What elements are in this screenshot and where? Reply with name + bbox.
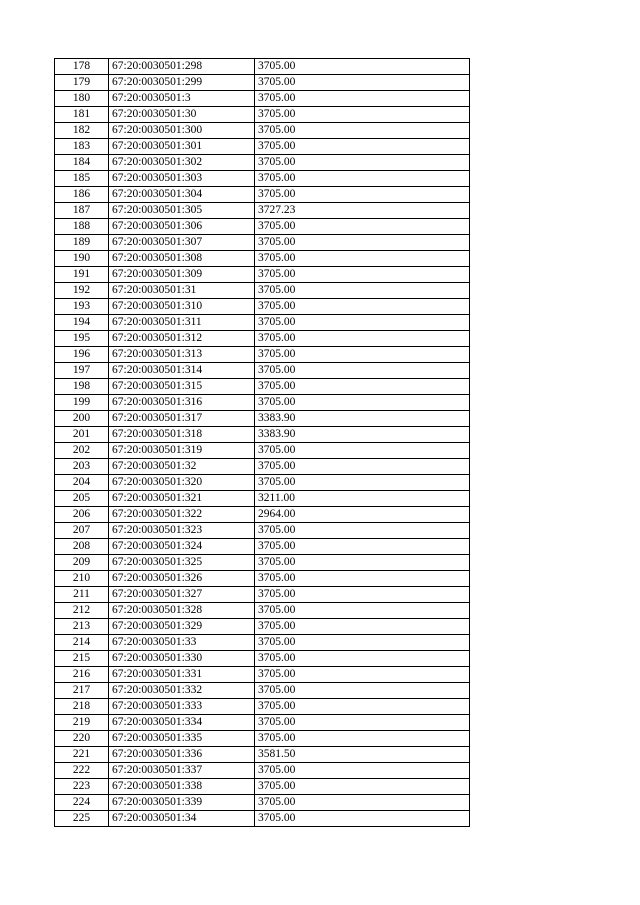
area-value-cell: 3705.00 bbox=[255, 91, 470, 107]
table-row bbox=[55, 459, 470, 475]
row-number-cell: 188 bbox=[55, 219, 109, 235]
cadastral-number-cell: 67:20:0030501:311 bbox=[109, 315, 255, 331]
area-value-cell: 3705.00 bbox=[255, 699, 470, 715]
row-number-cell: 202 bbox=[55, 443, 109, 459]
row-number-cell: 206 bbox=[55, 507, 109, 523]
row-number-cell: 189 bbox=[55, 235, 109, 251]
area-value-cell: 3705.00 bbox=[255, 443, 470, 459]
row-number-cell: 198 bbox=[55, 379, 109, 395]
table-row bbox=[55, 587, 470, 603]
table-row bbox=[55, 523, 470, 539]
area-value-cell: 3705.00 bbox=[255, 171, 470, 187]
row-number-cell: 199 bbox=[55, 395, 109, 411]
cadastral-number-cell: 67:20:0030501:335 bbox=[109, 731, 255, 747]
row-number-cell: 214 bbox=[55, 635, 109, 651]
table-row bbox=[55, 187, 470, 203]
table-row bbox=[55, 475, 470, 491]
table-row bbox=[55, 715, 470, 731]
row-number-cell: 208 bbox=[55, 539, 109, 555]
row-number-cell: 186 bbox=[55, 187, 109, 203]
cadastral-number-cell: 67:20:0030501:318 bbox=[109, 427, 255, 443]
row-number-cell: 209 bbox=[55, 555, 109, 571]
table-row bbox=[55, 763, 470, 779]
area-value-cell: 3705.00 bbox=[255, 219, 470, 235]
row-number-cell: 217 bbox=[55, 683, 109, 699]
table-row bbox=[55, 235, 470, 251]
row-number-cell: 201 bbox=[55, 427, 109, 443]
area-value-cell: 3705.00 bbox=[255, 731, 470, 747]
area-value-cell: 3705.00 bbox=[255, 107, 470, 123]
row-number-cell: 184 bbox=[55, 155, 109, 171]
area-value-cell: 3705.00 bbox=[255, 811, 470, 827]
cadastral-number-cell: 67:20:0030501:301 bbox=[109, 139, 255, 155]
area-value-cell: 3705.00 bbox=[255, 779, 470, 795]
table-row bbox=[55, 107, 470, 123]
row-number-cell: 187 bbox=[55, 203, 109, 219]
cadastral-number-cell: 67:20:0030501:306 bbox=[109, 219, 255, 235]
area-value-cell: 2964.00 bbox=[255, 507, 470, 523]
table-row bbox=[55, 667, 470, 683]
table-row bbox=[55, 635, 470, 651]
area-value-cell: 3705.00 bbox=[255, 523, 470, 539]
cadastral-number-cell: 67:20:0030501:30 bbox=[109, 107, 255, 123]
table-row bbox=[55, 731, 470, 747]
cadastral-number-cell: 67:20:0030501:333 bbox=[109, 699, 255, 715]
area-value-cell: 3705.00 bbox=[255, 555, 470, 571]
table-row bbox=[55, 571, 470, 587]
row-number-cell: 224 bbox=[55, 795, 109, 811]
area-value-cell: 3705.00 bbox=[255, 363, 470, 379]
row-number-cell: 192 bbox=[55, 283, 109, 299]
row-number-cell: 220 bbox=[55, 731, 109, 747]
table-row bbox=[55, 795, 470, 811]
area-value-cell: 3705.00 bbox=[255, 619, 470, 635]
row-number-cell: 185 bbox=[55, 171, 109, 187]
cadastral-number-cell: 67:20:0030501:312 bbox=[109, 331, 255, 347]
area-value-cell: 3705.00 bbox=[255, 459, 470, 475]
row-number-cell: 216 bbox=[55, 667, 109, 683]
area-value-cell: 3705.00 bbox=[255, 299, 470, 315]
cadastral-number-cell: 67:20:0030501:338 bbox=[109, 779, 255, 795]
cadastral-number-cell: 67:20:0030501:323 bbox=[109, 523, 255, 539]
cadastral-number-cell: 67:20:0030501:33 bbox=[109, 635, 255, 651]
area-value-cell: 3705.00 bbox=[255, 763, 470, 779]
area-value-cell: 3705.00 bbox=[255, 667, 470, 683]
cadastral-number-cell: 67:20:0030501:300 bbox=[109, 123, 255, 139]
row-number-cell: 223 bbox=[55, 779, 109, 795]
area-value-cell: 3705.00 bbox=[255, 587, 470, 603]
table-row bbox=[55, 139, 470, 155]
cadastral-number-cell: 67:20:0030501:334 bbox=[109, 715, 255, 731]
row-number-cell: 205 bbox=[55, 491, 109, 507]
table-row bbox=[55, 603, 470, 619]
cadastral-number-cell: 67:20:0030501:336 bbox=[109, 747, 255, 763]
area-value-cell: 3705.00 bbox=[255, 187, 470, 203]
table-row bbox=[55, 779, 470, 795]
area-value-cell: 3705.00 bbox=[255, 347, 470, 363]
area-value-cell: 3705.00 bbox=[255, 603, 470, 619]
table-row bbox=[55, 491, 470, 507]
row-number-cell: 221 bbox=[55, 747, 109, 763]
area-value-cell: 3727.23 bbox=[255, 203, 470, 219]
row-number-cell: 200 bbox=[55, 411, 109, 427]
table-row bbox=[55, 155, 470, 171]
table-row bbox=[55, 283, 470, 299]
cadastral-number-cell: 67:20:0030501:302 bbox=[109, 155, 255, 171]
cadastral-number-cell: 67:20:0030501:31 bbox=[109, 283, 255, 299]
cadastral-number-cell: 67:20:0030501:330 bbox=[109, 651, 255, 667]
row-number-cell: 210 bbox=[55, 571, 109, 587]
row-number-cell: 194 bbox=[55, 315, 109, 331]
table-row bbox=[55, 203, 470, 219]
row-number-cell: 182 bbox=[55, 123, 109, 139]
table-row bbox=[55, 171, 470, 187]
table-row bbox=[55, 91, 470, 107]
cadastral-number-cell: 67:20:0030501:317 bbox=[109, 411, 255, 427]
cadastral-number-cell: 67:20:0030501:331 bbox=[109, 667, 255, 683]
parcel-table bbox=[54, 58, 470, 827]
cadastral-number-cell: 67:20:0030501:307 bbox=[109, 235, 255, 251]
cadastral-number-cell: 67:20:0030501:309 bbox=[109, 267, 255, 283]
cadastral-number-cell: 67:20:0030501:326 bbox=[109, 571, 255, 587]
table-row bbox=[55, 315, 470, 331]
row-number-cell: 197 bbox=[55, 363, 109, 379]
cadastral-number-cell: 67:20:0030501:327 bbox=[109, 587, 255, 603]
cadastral-number-cell: 67:20:0030501:325 bbox=[109, 555, 255, 571]
parcel-table-body bbox=[55, 59, 470, 827]
row-number-cell: 204 bbox=[55, 475, 109, 491]
area-value-cell: 3705.00 bbox=[255, 155, 470, 171]
table-row bbox=[55, 395, 470, 411]
row-number-cell: 178 bbox=[55, 59, 109, 75]
row-number-cell: 195 bbox=[55, 331, 109, 347]
row-number-cell: 180 bbox=[55, 91, 109, 107]
area-value-cell: 3705.00 bbox=[255, 267, 470, 283]
area-value-cell: 3705.00 bbox=[255, 795, 470, 811]
table-row bbox=[55, 363, 470, 379]
cadastral-number-cell: 67:20:0030501:299 bbox=[109, 75, 255, 91]
cadastral-number-cell: 67:20:0030501:305 bbox=[109, 203, 255, 219]
table-row bbox=[55, 267, 470, 283]
row-number-cell: 203 bbox=[55, 459, 109, 475]
area-value-cell: 3705.00 bbox=[255, 123, 470, 139]
cadastral-number-cell: 67:20:0030501:310 bbox=[109, 299, 255, 315]
cadastral-number-cell: 67:20:0030501:337 bbox=[109, 763, 255, 779]
table-row bbox=[55, 443, 470, 459]
cadastral-number-cell: 67:20:0030501:314 bbox=[109, 363, 255, 379]
table-row bbox=[55, 379, 470, 395]
row-number-cell: 212 bbox=[55, 603, 109, 619]
row-number-cell: 215 bbox=[55, 651, 109, 667]
area-value-cell: 3705.00 bbox=[255, 139, 470, 155]
area-value-cell: 3705.00 bbox=[255, 75, 470, 91]
table-row bbox=[55, 59, 470, 75]
cadastral-number-cell: 67:20:0030501:320 bbox=[109, 475, 255, 491]
area-value-cell: 3705.00 bbox=[255, 283, 470, 299]
area-value-cell: 3705.00 bbox=[255, 651, 470, 667]
table-row bbox=[55, 619, 470, 635]
table-row bbox=[55, 299, 470, 315]
area-value-cell: 3705.00 bbox=[255, 395, 470, 411]
table-row bbox=[55, 75, 470, 91]
row-number-cell: 179 bbox=[55, 75, 109, 91]
area-value-cell: 3705.00 bbox=[255, 379, 470, 395]
cadastral-number-cell: 67:20:0030501:298 bbox=[109, 59, 255, 75]
area-value-cell: 3705.00 bbox=[255, 315, 470, 331]
area-value-cell: 3705.00 bbox=[255, 251, 470, 267]
table-row bbox=[55, 427, 470, 443]
cadastral-number-cell: 67:20:0030501:322 bbox=[109, 507, 255, 523]
row-number-cell: 211 bbox=[55, 587, 109, 603]
cadastral-number-cell: 67:20:0030501:328 bbox=[109, 603, 255, 619]
cadastral-number-cell: 67:20:0030501:315 bbox=[109, 379, 255, 395]
cadastral-number-cell: 67:20:0030501:3 bbox=[109, 91, 255, 107]
cadastral-number-cell: 67:20:0030501:308 bbox=[109, 251, 255, 267]
cadastral-number-cell: 67:20:0030501:313 bbox=[109, 347, 255, 363]
row-number-cell: 225 bbox=[55, 811, 109, 827]
row-number-cell: 190 bbox=[55, 251, 109, 267]
table-row bbox=[55, 507, 470, 523]
area-value-cell: 3705.00 bbox=[255, 59, 470, 75]
row-number-cell: 218 bbox=[55, 699, 109, 715]
cadastral-number-cell: 67:20:0030501:329 bbox=[109, 619, 255, 635]
area-value-cell: 3581.50 bbox=[255, 747, 470, 763]
area-value-cell: 3383.90 bbox=[255, 427, 470, 443]
table-row bbox=[55, 555, 470, 571]
row-number-cell: 193 bbox=[55, 299, 109, 315]
cadastral-number-cell: 67:20:0030501:324 bbox=[109, 539, 255, 555]
cadastral-number-cell: 67:20:0030501:32 bbox=[109, 459, 255, 475]
row-number-cell: 181 bbox=[55, 107, 109, 123]
table-row bbox=[55, 123, 470, 139]
area-value-cell: 3705.00 bbox=[255, 539, 470, 555]
table-row bbox=[55, 539, 470, 555]
area-value-cell: 3383.90 bbox=[255, 411, 470, 427]
cadastral-number-cell: 67:20:0030501:34 bbox=[109, 811, 255, 827]
row-number-cell: 196 bbox=[55, 347, 109, 363]
cadastral-number-cell: 67:20:0030501:304 bbox=[109, 187, 255, 203]
area-value-cell: 3705.00 bbox=[255, 635, 470, 651]
area-value-cell: 3705.00 bbox=[255, 331, 470, 347]
table-row bbox=[55, 411, 470, 427]
table-row bbox=[55, 683, 470, 699]
row-number-cell: 183 bbox=[55, 139, 109, 155]
table-row bbox=[55, 347, 470, 363]
row-number-cell: 191 bbox=[55, 267, 109, 283]
area-value-cell: 3705.00 bbox=[255, 475, 470, 491]
area-value-cell: 3705.00 bbox=[255, 715, 470, 731]
area-value-cell: 3705.00 bbox=[255, 683, 470, 699]
table-row bbox=[55, 331, 470, 347]
cadastral-number-cell: 67:20:0030501:332 bbox=[109, 683, 255, 699]
cadastral-number-cell: 67:20:0030501:321 bbox=[109, 491, 255, 507]
cadastral-number-cell: 67:20:0030501:319 bbox=[109, 443, 255, 459]
row-number-cell: 213 bbox=[55, 619, 109, 635]
row-number-cell: 219 bbox=[55, 715, 109, 731]
table-row bbox=[55, 251, 470, 267]
area-value-cell: 3705.00 bbox=[255, 571, 470, 587]
table-row bbox=[55, 699, 470, 715]
table-row bbox=[55, 747, 470, 763]
row-number-cell: 222 bbox=[55, 763, 109, 779]
table-row bbox=[55, 219, 470, 235]
table-row bbox=[55, 811, 470, 827]
cadastral-number-cell: 67:20:0030501:303 bbox=[109, 171, 255, 187]
area-value-cell: 3211.00 bbox=[255, 491, 470, 507]
cadastral-number-cell: 67:20:0030501:316 bbox=[109, 395, 255, 411]
row-number-cell: 207 bbox=[55, 523, 109, 539]
cadastral-number-cell: 67:20:0030501:339 bbox=[109, 795, 255, 811]
area-value-cell: 3705.00 bbox=[255, 235, 470, 251]
table-row bbox=[55, 651, 470, 667]
